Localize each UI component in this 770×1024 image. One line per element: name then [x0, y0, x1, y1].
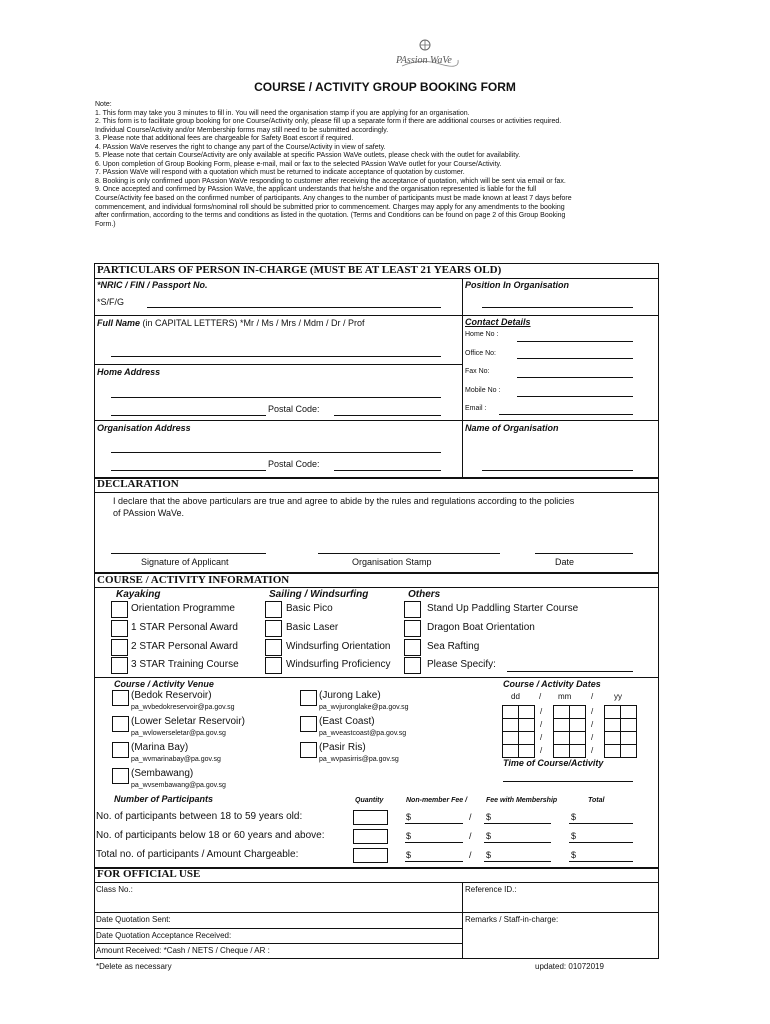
fee-membership-header: Fee with Membership	[486, 797, 558, 804]
logo-wave-icon	[400, 36, 460, 72]
sail-option-label: Basic Pico	[286, 603, 333, 614]
member-dollar: $	[486, 831, 492, 841]
yy-label: yy	[614, 692, 622, 701]
sail-option-checkbox[interactable]	[265, 657, 282, 674]
note-line: 7. PAssion WaVe will respond with a quotation which must be returned to indicate acceptance of quotation by customer.	[95, 169, 465, 177]
member-fee-field[interactable]	[484, 823, 551, 824]
home-postal-field[interactable]	[334, 415, 441, 416]
date-slash: /	[540, 746, 543, 755]
venue-left-email: pa_wvmarinabay@pa.gov.sg	[131, 756, 221, 763]
updated-date: updated: 01072019	[535, 962, 604, 971]
kayak-option-label: 2 STAR Personal Award	[131, 641, 238, 652]
date-slash: /	[540, 733, 543, 742]
nonmember-fee-field[interactable]	[405, 861, 463, 862]
amount-received-label: Amount Received: *Cash / NETS / Cheque / AR :	[96, 946, 270, 955]
logo-text: PAssion WaVe	[396, 55, 452, 66]
venue-left-checkbox[interactable]	[112, 690, 129, 706]
date-digit-cell[interactable]	[518, 705, 535, 719]
email-label: Email :	[465, 405, 487, 412]
nonmember-dollar: $	[406, 831, 412, 841]
date-digit-cell[interactable]	[553, 731, 570, 745]
venue-right-name: (East Coast)	[319, 716, 375, 727]
quantity-field[interactable]	[353, 848, 388, 863]
fullname-label: Full Name	[97, 318, 141, 328]
fee-slash: /	[469, 812, 472, 822]
other-option-label: Sea Rafting	[427, 641, 480, 652]
other-option-label: Dragon Boat Orientation	[427, 622, 535, 633]
home-no-label: Home No :	[465, 331, 499, 338]
delete-note: *Delete as necessary	[96, 962, 172, 971]
date-digit-cell[interactable]	[502, 744, 519, 758]
date-digit-cell[interactable]	[553, 705, 570, 719]
fax-no-field[interactable]	[517, 377, 633, 378]
total-field[interactable]	[569, 823, 633, 824]
num-participants-label: Number of Participants	[114, 794, 214, 804]
nric-field[interactable]	[147, 307, 441, 308]
venue-right-checkbox[interactable]	[300, 742, 317, 758]
logo	[400, 36, 460, 72]
org-postal-field[interactable]	[334, 470, 441, 471]
venue-right-name: (Pasir Ris)	[319, 742, 366, 753]
sail-option-checkbox[interactable]	[265, 639, 282, 656]
member-dollar: $	[486, 812, 492, 822]
person-section	[94, 263, 659, 478]
org-name-label: Name of Organisation	[465, 423, 559, 433]
date-digit-cell[interactable]	[569, 744, 586, 758]
note-line: 5. Please note that certain Course/Activity are only available at specific PAssion WaVe outlets, please check with the outlet for availability.	[95, 152, 521, 160]
date-slash: /	[591, 707, 594, 716]
org-address-field-2[interactable]	[111, 470, 266, 471]
date-digit-cell[interactable]	[553, 718, 570, 732]
note-line: Course/Activity fee based on the confirmed number of participants. Any changes to the number of participants must be made known at least 7 days before	[95, 195, 572, 203]
fullname-row	[97, 318, 365, 328]
date-digit-cell[interactable]	[604, 744, 621, 758]
kayak-option-checkbox[interactable]	[111, 657, 128, 674]
notes	[95, 101, 665, 229]
mobile-no-label: Mobile No :	[465, 387, 501, 394]
dd-label: dd	[511, 692, 520, 701]
declaration-text-2: of PAssion WaVe.	[113, 508, 185, 518]
note-line: 9. Once accepted and confirmed by PAssion WaVe, the applicant understands that he/she and the organisation represented is liable for the full	[95, 186, 537, 194]
nonmember-fee-header: Non-member Fee /	[406, 797, 468, 804]
contact-label: Contact Details	[465, 317, 531, 327]
fullname-hint: (in CAPITAL LETTERS) *Mr / Ms / Mrs / Mdm / Dr / Prof	[142, 318, 365, 328]
fee-slash: /	[469, 831, 472, 841]
venue-left-name: (Marina Bay)	[131, 742, 189, 753]
date-digit-cell[interactable]	[620, 718, 637, 732]
date-digit-cell[interactable]	[502, 731, 519, 745]
nonmember-dollar: $	[406, 812, 412, 822]
class-no-label: Class No.:	[96, 885, 133, 894]
home-postal-label: Postal Code:	[268, 404, 320, 414]
home-address-field-2[interactable]	[111, 415, 266, 416]
venue-right-name: (Jurong Lake)	[319, 690, 381, 701]
dates-label: Course / Activity Dates	[503, 679, 601, 689]
kayak-option-label: Orientation Programme	[131, 603, 235, 614]
org-address-label: Organisation Address	[97, 423, 191, 433]
time-label: Time of Course/Activity	[503, 758, 604, 768]
date-digit-cell[interactable]	[502, 718, 519, 732]
notes-heading: Note:	[95, 101, 112, 108]
official-heading: FOR OFFICIAL USE	[97, 868, 201, 880]
slash-1: /	[539, 692, 542, 701]
home-address-field-1[interactable]	[111, 397, 441, 398]
venue-right-checkbox[interactable]	[300, 716, 317, 732]
date-slash: /	[591, 746, 594, 755]
date-digit-cell[interactable]	[620, 731, 637, 745]
other-specify-field[interactable]	[507, 671, 633, 672]
mm-label: mm	[558, 692, 572, 701]
date-digit-cell[interactable]	[569, 731, 586, 745]
sail-option-checkbox[interactable]	[265, 620, 282, 637]
note-line: 1. This form may take you 3 minutes to fill in. You will need the organisation stamp if you are applying for an organisation.	[95, 109, 470, 117]
total-dollar: $	[571, 831, 577, 841]
reference-id-label: Reference ID.:	[465, 885, 517, 894]
org-name-field[interactable]	[482, 470, 633, 471]
venue-right-email: pa_wvjuronglake@pa.gov.sg	[319, 704, 409, 711]
note-line: Form.)	[95, 220, 116, 228]
other-option-label: Stand Up Paddling Starter Course	[427, 603, 579, 614]
date-slash: /	[591, 720, 594, 729]
date-slash: /	[540, 720, 543, 729]
sail-option-label: Basic Laser	[286, 622, 339, 633]
member-fee-field[interactable]	[484, 842, 551, 843]
total-field[interactable]	[569, 842, 633, 843]
sailing-label: Sailing / Windsurfing	[269, 589, 369, 600]
venue-left-name: (Bedok Reservoir)	[131, 690, 212, 701]
venue-right-email: pa_wveastcoast@pa.gov.sg	[319, 730, 407, 737]
others-label: Others	[408, 589, 441, 600]
date-digit-cell[interactable]	[518, 731, 535, 745]
venue-left-name: (Lower Seletar Reservoir)	[131, 716, 245, 727]
office-no-field[interactable]	[517, 358, 633, 359]
date-slash: /	[540, 707, 543, 716]
venue-right-email: pa_wvpasirris@pa.gov.sg	[319, 756, 399, 763]
note-line: 8. Booking is only confirmed upon PAssion WaVe responding to customer after receiving the acceptance of quotation, which will be sent via email or fax.	[95, 177, 566, 185]
quantity-field[interactable]	[353, 810, 388, 825]
note-line: 6. Upon completion of Group Booking Form, please e-mail, mail or fax to the selected PAssion WaVe outlet for your Course/Activity.	[95, 160, 502, 168]
kayak-option-label: 3 STAR Training Course	[131, 659, 239, 670]
quantity-field[interactable]	[353, 829, 388, 844]
applicant-signature-label: Signature of Applicant	[141, 557, 229, 567]
other-option-label: Please Specify:	[427, 659, 496, 670]
other-option-checkbox[interactable]	[404, 620, 421, 637]
slash-2: /	[591, 692, 594, 701]
date-digit-cell[interactable]	[502, 705, 519, 719]
form-title: COURSE / ACTIVITY GROUP BOOKING FORM	[254, 80, 516, 94]
date-digit-cell[interactable]	[553, 744, 570, 758]
kayak-option-checkbox[interactable]	[111, 639, 128, 656]
notes-list	[95, 110, 665, 230]
member-dollar: $	[486, 850, 492, 860]
venue-left-checkbox[interactable]	[112, 742, 129, 758]
date-digit-cell[interactable]	[518, 744, 535, 758]
time-field[interactable]	[503, 781, 633, 782]
venue-right-checkbox[interactable]	[300, 690, 317, 706]
sail-option-label: Windsurfing Proficiency	[286, 659, 391, 670]
kayak-option-checkbox[interactable]	[111, 601, 128, 618]
note-line: 2. This form is to facilitate group booking for one Course/Activity only, please fill up a separate form if there are additional courses or activities required.	[95, 118, 562, 126]
note-line: after confirmation, according to the terms and conditions as listed in the quotation. (Terms and Conditions can be found on page 2 of this Group Booking	[95, 212, 566, 220]
date-digit-cell[interactable]	[620, 705, 637, 719]
nric-label: *NRIC / FIN / Passport No.	[97, 280, 208, 290]
fullname-field[interactable]	[111, 356, 441, 357]
date-digit-cell[interactable]	[604, 731, 621, 745]
home-address-label: Home Address	[97, 367, 161, 377]
position-field[interactable]	[482, 307, 633, 308]
date-digit-cell[interactable]	[620, 744, 637, 758]
date-digit-cell[interactable]	[569, 718, 586, 732]
total-field[interactable]	[569, 861, 633, 862]
org-postal-label: Postal Code:	[268, 459, 320, 469]
date-digit-cell[interactable]	[518, 718, 535, 732]
venue-left-email: pa_wvlowerseletar@pa.gov.sg	[131, 730, 226, 737]
position-label: Position In Organisation	[465, 280, 570, 290]
email-field[interactable]	[499, 414, 633, 415]
note-line: 3. Please note that additional fees are chargeable for Safety Boat escort if required.	[95, 135, 354, 143]
date-slash: /	[591, 733, 594, 742]
course-heading: COURSE / ACTIVITY INFORMATION	[97, 574, 290, 586]
other-option-checkbox[interactable]	[404, 601, 421, 618]
office-no-label: Office No:	[465, 350, 496, 357]
venue-left-checkbox[interactable]	[112, 716, 129, 732]
date-digit-cell[interactable]	[604, 718, 621, 732]
total-header: Total	[588, 797, 605, 804]
kayaking-label: Kayaking	[116, 589, 161, 600]
participant-row-label: No. of participants below 18 or 60 years and above:	[96, 830, 325, 841]
member-fee-field[interactable]	[484, 861, 551, 862]
nonmember-dollar: $	[406, 850, 412, 860]
venue-left-name: (Sembawang)	[131, 768, 194, 779]
date-quote-accept-label: Date Quotation Acceptance Received:	[96, 931, 232, 940]
other-option-checkbox[interactable]	[404, 657, 421, 674]
venue-left-email: pa_wvbedokreservoir@pa.gov.sg	[131, 704, 235, 711]
kayak-option-checkbox[interactable]	[111, 620, 128, 637]
sail-option-checkbox[interactable]	[265, 601, 282, 618]
nonmember-fee-field[interactable]	[405, 823, 463, 824]
total-dollar: $	[571, 850, 577, 860]
note-line: Individual Course/Activity and/or Membership forms may still need to be submitted accordingly.	[95, 126, 389, 134]
venue-label: Course / Activity Venue	[114, 679, 214, 689]
date-quote-sent-label: Date Quotation Sent:	[96, 915, 171, 924]
org-stamp-field[interactable]	[318, 553, 500, 554]
person-heading: PARTICULARS OF PERSON IN-CHARGE (MUST BE AT LEAST 21 YEARS OLD)	[97, 264, 502, 276]
mobile-no-field[interactable]	[517, 396, 633, 397]
org-address-field-1[interactable]	[111, 452, 441, 453]
date-digit-cell[interactable]	[604, 705, 621, 719]
date-field[interactable]	[535, 553, 633, 554]
declaration-text-1: I declare that the above particulars are true and agree to abide by the rules and regulations according to the policies	[113, 496, 575, 506]
org-stamp-label: Organisation Stamp	[352, 557, 432, 567]
home-no-field[interactable]	[517, 341, 633, 342]
date-label: Date	[555, 557, 575, 567]
venue-left-email: pa_wvsembawang@pa.gov.sg	[131, 782, 226, 789]
fax-no-label: Fax No:	[465, 368, 490, 375]
sail-option-label: Windsurfing Orientation	[286, 641, 391, 652]
applicant-signature-field[interactable]	[111, 553, 266, 554]
declaration-heading: DECLARATION	[97, 478, 179, 490]
nonmember-fee-field[interactable]	[405, 842, 463, 843]
note-line: commencement, and individual forms/nominal roll should be submitted prior to commencement. Charges may apply for any amendments to the booking	[95, 203, 565, 211]
other-option-checkbox[interactable]	[404, 639, 421, 656]
participant-row-label: No. of participants between 18 to 59 years old:	[96, 811, 303, 822]
date-digit-cell[interactable]	[569, 705, 586, 719]
venue-left-checkbox[interactable]	[112, 768, 129, 784]
fee-slash: /	[469, 850, 472, 860]
kayak-option-label: 1 STAR Personal Award	[131, 622, 238, 633]
note-line: 4. PAssion WaVe reserves the right to change any part of the Course/Activity in view of safety.	[95, 143, 386, 151]
remarks-label: Remarks / Staff-in-charge:	[465, 915, 559, 924]
quantity-header: Quantity	[355, 797, 384, 804]
participant-row-label: Total no. of participants / Amount Chargeable:	[96, 849, 299, 860]
sfg-label: *S/F/G	[97, 297, 125, 307]
total-dollar: $	[571, 812, 577, 822]
